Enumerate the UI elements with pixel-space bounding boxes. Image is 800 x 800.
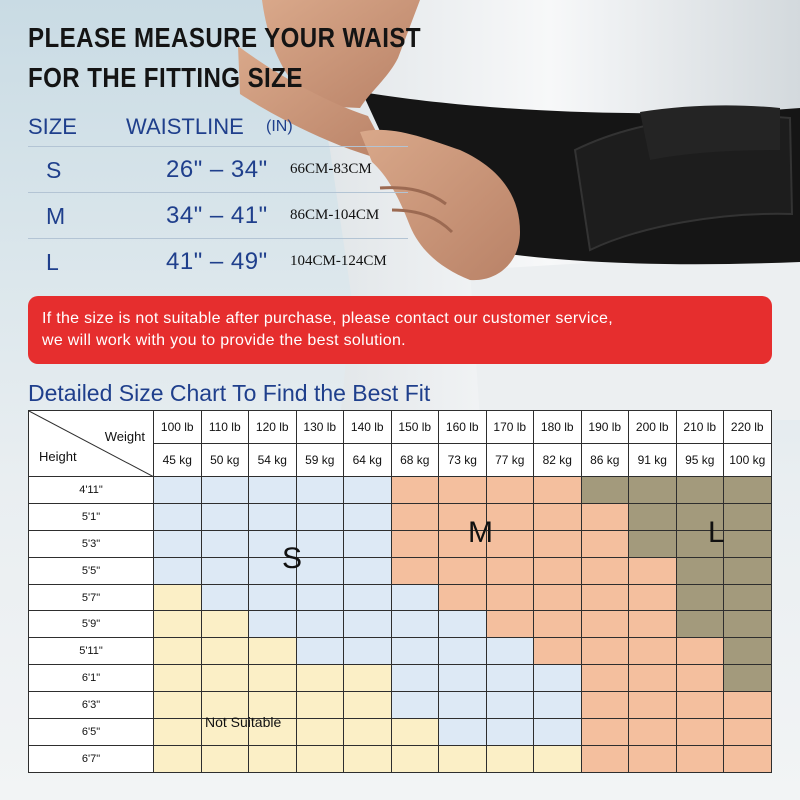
size-cell-m xyxy=(581,719,629,746)
size-cell-m xyxy=(581,665,629,692)
size-cell-s xyxy=(154,530,202,557)
size-cell-l xyxy=(724,584,772,611)
size-cell-l xyxy=(676,584,724,611)
size-cell-n xyxy=(201,611,249,638)
size-cell-l xyxy=(724,477,772,504)
size-label: M xyxy=(46,203,66,229)
size-cell-s xyxy=(249,584,297,611)
size-cell-l xyxy=(676,611,724,638)
size-cell-s xyxy=(344,530,392,557)
waistline-header: WAISTLINE xyxy=(126,114,244,139)
size-cell-s xyxy=(296,611,344,638)
size-cell-l xyxy=(724,557,772,584)
weight-kg-header: 77 kg xyxy=(486,444,534,477)
size-cell-m xyxy=(581,530,629,557)
height-label: 6'3" xyxy=(29,692,154,719)
size-cell-s xyxy=(391,611,439,638)
size-cell-m xyxy=(534,503,582,530)
size-cell-l xyxy=(676,477,724,504)
size-cell-m xyxy=(439,584,487,611)
size-cell-s xyxy=(439,719,487,746)
chart-title: Detailed Size Chart To Find the Best Fit xyxy=(28,380,431,406)
size-cell-n xyxy=(296,745,344,772)
weight-kg-header: 50 kg xyxy=(201,444,249,477)
size-cell-l xyxy=(629,477,677,504)
size-cell-m xyxy=(486,611,534,638)
size-cell-m xyxy=(676,719,724,746)
size-cell-m xyxy=(676,745,724,772)
size-cell-s xyxy=(296,557,344,584)
size-cell-s xyxy=(344,638,392,665)
size-cell-s xyxy=(154,503,202,530)
waist-table-header xyxy=(28,108,408,146)
size-cell-s xyxy=(249,503,297,530)
size-cell-n xyxy=(154,665,202,692)
size-cell-n xyxy=(154,611,202,638)
chart-row xyxy=(29,557,772,584)
size-cell-n xyxy=(201,745,249,772)
size-cell-m xyxy=(629,638,677,665)
waist-range-cm: 66CM-83CM xyxy=(290,161,372,177)
size-cell-n xyxy=(296,665,344,692)
headline-line-2: FOR THE FITTING SIZE xyxy=(28,62,303,93)
size-cell-n xyxy=(154,719,202,746)
size-cell-n xyxy=(391,745,439,772)
chart-row xyxy=(29,692,772,719)
waist-size-table xyxy=(28,108,408,284)
weight-lb-header: 210 lb xyxy=(676,411,724,444)
weight-lb-header: 100 lb xyxy=(154,411,202,444)
size-cell-n xyxy=(201,638,249,665)
size-cell-s xyxy=(201,503,249,530)
size-cell-n xyxy=(154,745,202,772)
size-cell-m xyxy=(676,692,724,719)
size-cell-s xyxy=(486,638,534,665)
weight-kg-header: 68 kg xyxy=(391,444,439,477)
waist-range-in: 26" – 34" xyxy=(166,156,268,183)
size-cell-s xyxy=(486,719,534,746)
size-cell-m xyxy=(486,477,534,504)
size-cell-n xyxy=(344,692,392,719)
height-label: 6'5" xyxy=(29,719,154,746)
size-cell-l xyxy=(629,503,677,530)
weight-kg-header: 59 kg xyxy=(296,444,344,477)
weight-lb-header: 120 lb xyxy=(249,411,297,444)
size-cell-s xyxy=(154,477,202,504)
height-label: 5'3" xyxy=(29,530,154,557)
chart-row xyxy=(29,611,772,638)
waist-row-s xyxy=(28,146,408,192)
size-cell-m xyxy=(534,530,582,557)
size-cell-s xyxy=(201,557,249,584)
weight-lb-header: 170 lb xyxy=(486,411,534,444)
size-cell-s xyxy=(249,611,297,638)
weight-kg-header: 100 kg xyxy=(724,444,772,477)
weight-lb-header: 180 lb xyxy=(534,411,582,444)
size-cell-m xyxy=(629,665,677,692)
size-cell-m xyxy=(439,477,487,504)
size-cell-m xyxy=(391,530,439,557)
weight-lb-header: 150 lb xyxy=(391,411,439,444)
size-cell-s xyxy=(534,692,582,719)
size-cell-s xyxy=(439,611,487,638)
size-cell-m xyxy=(581,557,629,584)
chart-row xyxy=(29,503,772,530)
size-cell-s xyxy=(391,638,439,665)
size-cell-l xyxy=(676,557,724,584)
chart-row xyxy=(29,477,772,504)
size-cell-m xyxy=(629,692,677,719)
height-label: 5'11" xyxy=(29,638,154,665)
size-cell-s xyxy=(534,665,582,692)
size-cell-s xyxy=(439,692,487,719)
size-cell-n xyxy=(201,665,249,692)
weight-kg-header: 82 kg xyxy=(534,444,582,477)
size-cell-m xyxy=(676,665,724,692)
size-cell-m xyxy=(581,745,629,772)
size-cell-s xyxy=(391,584,439,611)
size-cell-s xyxy=(344,477,392,504)
size-cell-s xyxy=(249,477,297,504)
size-cell-m xyxy=(581,611,629,638)
size-cell-s xyxy=(296,503,344,530)
waist-range-in: 41" – 49" xyxy=(166,248,268,275)
size-cell-s xyxy=(201,530,249,557)
waist-range-in: 34" – 41" xyxy=(166,202,268,229)
size-label: L xyxy=(46,249,59,275)
notice-line-1: If the size is not suitable after purchase, please contact our customer service, xyxy=(42,310,613,327)
chart-row xyxy=(29,638,772,665)
waist-range-cm: 104CM-124CM xyxy=(290,253,387,269)
size-cell-s xyxy=(296,530,344,557)
size-cell-m xyxy=(581,503,629,530)
size-cell-s xyxy=(201,584,249,611)
height-label: 5'9" xyxy=(29,611,154,638)
size-cell-s xyxy=(154,557,202,584)
zone-label-not-suitable: Not Suitable xyxy=(205,714,282,730)
size-cell-s xyxy=(296,477,344,504)
chart-row xyxy=(29,719,772,746)
size-cell-l xyxy=(724,665,772,692)
size-cell-m xyxy=(486,530,534,557)
zone-label-l: L xyxy=(708,516,725,549)
size-cell-l xyxy=(724,638,772,665)
height-label: 5'5" xyxy=(29,557,154,584)
size-cell-l xyxy=(724,530,772,557)
size-cell-m xyxy=(486,584,534,611)
size-cell-s xyxy=(534,719,582,746)
size-cell-m xyxy=(629,557,677,584)
size-cell-n xyxy=(344,745,392,772)
size-cell-s xyxy=(344,611,392,638)
size-chart-table xyxy=(28,410,772,773)
size-cell-n xyxy=(344,719,392,746)
height-label: 5'7" xyxy=(29,584,154,611)
size-cell-m xyxy=(391,477,439,504)
size-cell-n xyxy=(249,745,297,772)
size-cell-m xyxy=(629,719,677,746)
weight-kg-header: 86 kg xyxy=(581,444,629,477)
height-label: 4'11" xyxy=(29,477,154,504)
size-cell-s xyxy=(439,638,487,665)
size-label: S xyxy=(46,157,62,183)
weight-kg-header: 64 kg xyxy=(344,444,392,477)
weight-lb-header: 200 lb xyxy=(629,411,677,444)
size-cell-s xyxy=(201,477,249,504)
size-cell-l xyxy=(629,530,677,557)
weight-lb-header: 160 lb xyxy=(439,411,487,444)
size-cell-s xyxy=(391,692,439,719)
weight-lb-header: 130 lb xyxy=(296,411,344,444)
size-cell-s xyxy=(296,638,344,665)
weight-kg-header: 45 kg xyxy=(154,444,202,477)
size-cell-m xyxy=(486,503,534,530)
size-cell-m xyxy=(676,638,724,665)
size-cell-n xyxy=(486,745,534,772)
size-cell-s xyxy=(296,584,344,611)
size-cell-n xyxy=(439,745,487,772)
weight-lb-header: 140 lb xyxy=(344,411,392,444)
chart-corner-cell xyxy=(29,411,154,477)
size-cell-m xyxy=(439,557,487,584)
size-cell-m xyxy=(629,745,677,772)
notice-line-2: we will work with you to provide the best solution. xyxy=(42,332,406,349)
waist-row-l xyxy=(28,238,408,284)
customer-service-notice xyxy=(28,296,772,364)
height-label: 6'1" xyxy=(29,665,154,692)
size-cell-m xyxy=(724,692,772,719)
size-cell-m xyxy=(486,557,534,584)
size-cell-l xyxy=(581,477,629,504)
size-cell-m xyxy=(629,611,677,638)
size-cell-m xyxy=(629,584,677,611)
size-cell-m xyxy=(581,638,629,665)
weight-kg-header: 95 kg xyxy=(676,444,724,477)
chart-row xyxy=(29,584,772,611)
weight-kg-header: 91 kg xyxy=(629,444,677,477)
size-cell-s xyxy=(486,692,534,719)
size-cell-m xyxy=(581,692,629,719)
size-cell-s xyxy=(344,503,392,530)
chart-row xyxy=(29,665,772,692)
size-cell-n xyxy=(249,638,297,665)
size-cell-m xyxy=(534,611,582,638)
size-cell-s xyxy=(391,665,439,692)
size-cell-m xyxy=(581,584,629,611)
size-cell-n xyxy=(344,665,392,692)
size-header: SIZE xyxy=(28,114,77,139)
size-cell-n xyxy=(154,638,202,665)
size-cell-n xyxy=(296,692,344,719)
weight-lb-header: 110 lb xyxy=(201,411,249,444)
size-cell-s xyxy=(486,665,534,692)
height-label: 6'7" xyxy=(29,745,154,772)
size-cell-n xyxy=(534,745,582,772)
size-cell-s xyxy=(344,584,392,611)
size-cell-m xyxy=(534,638,582,665)
zone-label-s: S xyxy=(282,542,303,575)
weight-axis-label: Weight xyxy=(104,429,145,444)
weight-kg-header: 73 kg xyxy=(439,444,487,477)
size-cell-n xyxy=(249,665,297,692)
unit-header: (IN) xyxy=(266,118,293,135)
headline xyxy=(28,18,421,98)
size-cell-n xyxy=(391,719,439,746)
size-cell-s xyxy=(439,665,487,692)
waist-row-m xyxy=(28,192,408,238)
weight-lb-header: 190 lb xyxy=(581,411,629,444)
size-cell-m xyxy=(534,584,582,611)
chart-row xyxy=(29,745,772,772)
height-label: 5'1" xyxy=(29,503,154,530)
chart-body xyxy=(29,477,772,773)
size-cell-m xyxy=(724,745,772,772)
headline-line-1: PLEASE MEASURE YOUR WAIST xyxy=(28,22,421,53)
zone-label-m: M xyxy=(468,516,493,549)
size-cell-m xyxy=(534,477,582,504)
size-cell-n xyxy=(296,719,344,746)
size-cell-m xyxy=(391,557,439,584)
weight-lb-row xyxy=(29,411,772,444)
size-cell-n xyxy=(154,692,202,719)
height-axis-label: Height xyxy=(39,449,77,464)
weight-lb-header: 220 lb xyxy=(724,411,772,444)
chart-row xyxy=(29,530,772,557)
size-cell-n xyxy=(154,584,202,611)
size-cell-m xyxy=(391,503,439,530)
size-cell-s xyxy=(344,557,392,584)
weight-kg-header: 54 kg xyxy=(249,444,297,477)
size-cell-l xyxy=(724,503,772,530)
size-cell-m xyxy=(724,719,772,746)
size-cell-m xyxy=(534,557,582,584)
size-cell-l xyxy=(724,611,772,638)
waist-range-cm: 86CM-104CM xyxy=(290,207,380,223)
